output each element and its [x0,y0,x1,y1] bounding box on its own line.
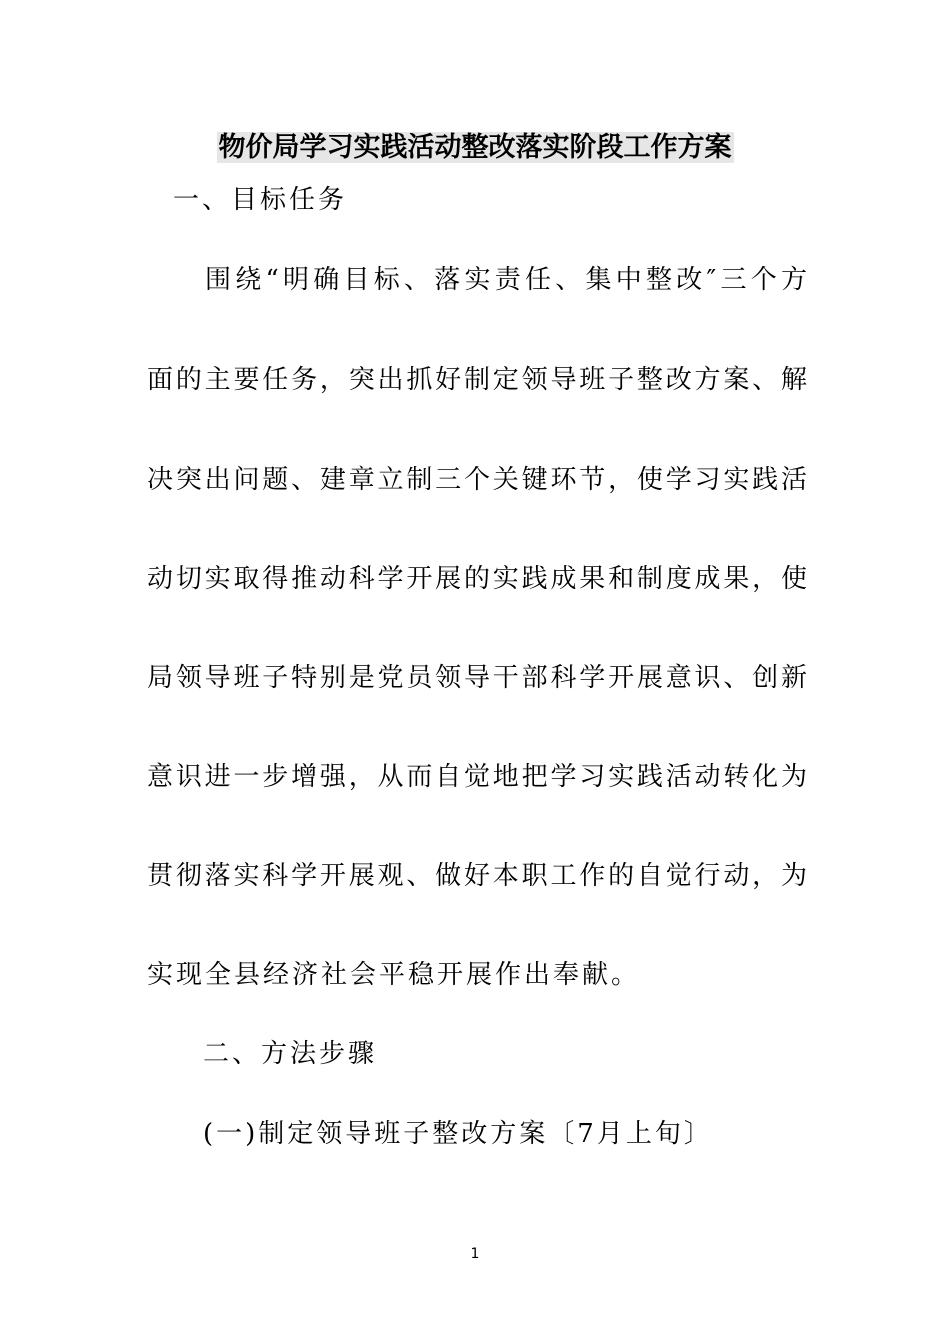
paragraph-line-4: 动切实取得推动科学开展的实践成果和制度成果，使 [147,564,807,594]
document-title [0,128,950,168]
document-title-text: 物价局学习实践活动整改落实阶段工作方案 [218,132,732,163]
section-heading-1: 一、目标任务 [173,185,348,215]
section-heading-2: 二、方法步骤 [203,1039,378,1069]
page-number: 1 [470,1246,480,1262]
paragraph-line-8: 实现全县经济社会平稳开展作出奉献。 [147,960,641,990]
paragraph-line-5: 局领导班子特别是党员领导干部科学开展意识、创新 [147,663,807,693]
paragraph-line-2: 面的主要任务，突出抓好制定领导班子整改方案、解 [147,365,807,395]
paragraph-line-3: 决突出问题、建章立制三个关键环节，使学习实践活 [147,465,807,495]
paragraph-line-7: 贯彻落实科学开展观、做好本职工作的自觉行动，为 [147,861,807,891]
paragraph-line-1: 围绕“明确目标、落实责任、集中整改″三个方 [205,265,807,295]
paragraph-line-6: 意识进一步增强，从而自觉地把学习实践活动转化为 [147,762,807,792]
subsection-heading-1: (一)制定领导班子整改方案〔7月上旬〕 [203,1119,713,1149]
